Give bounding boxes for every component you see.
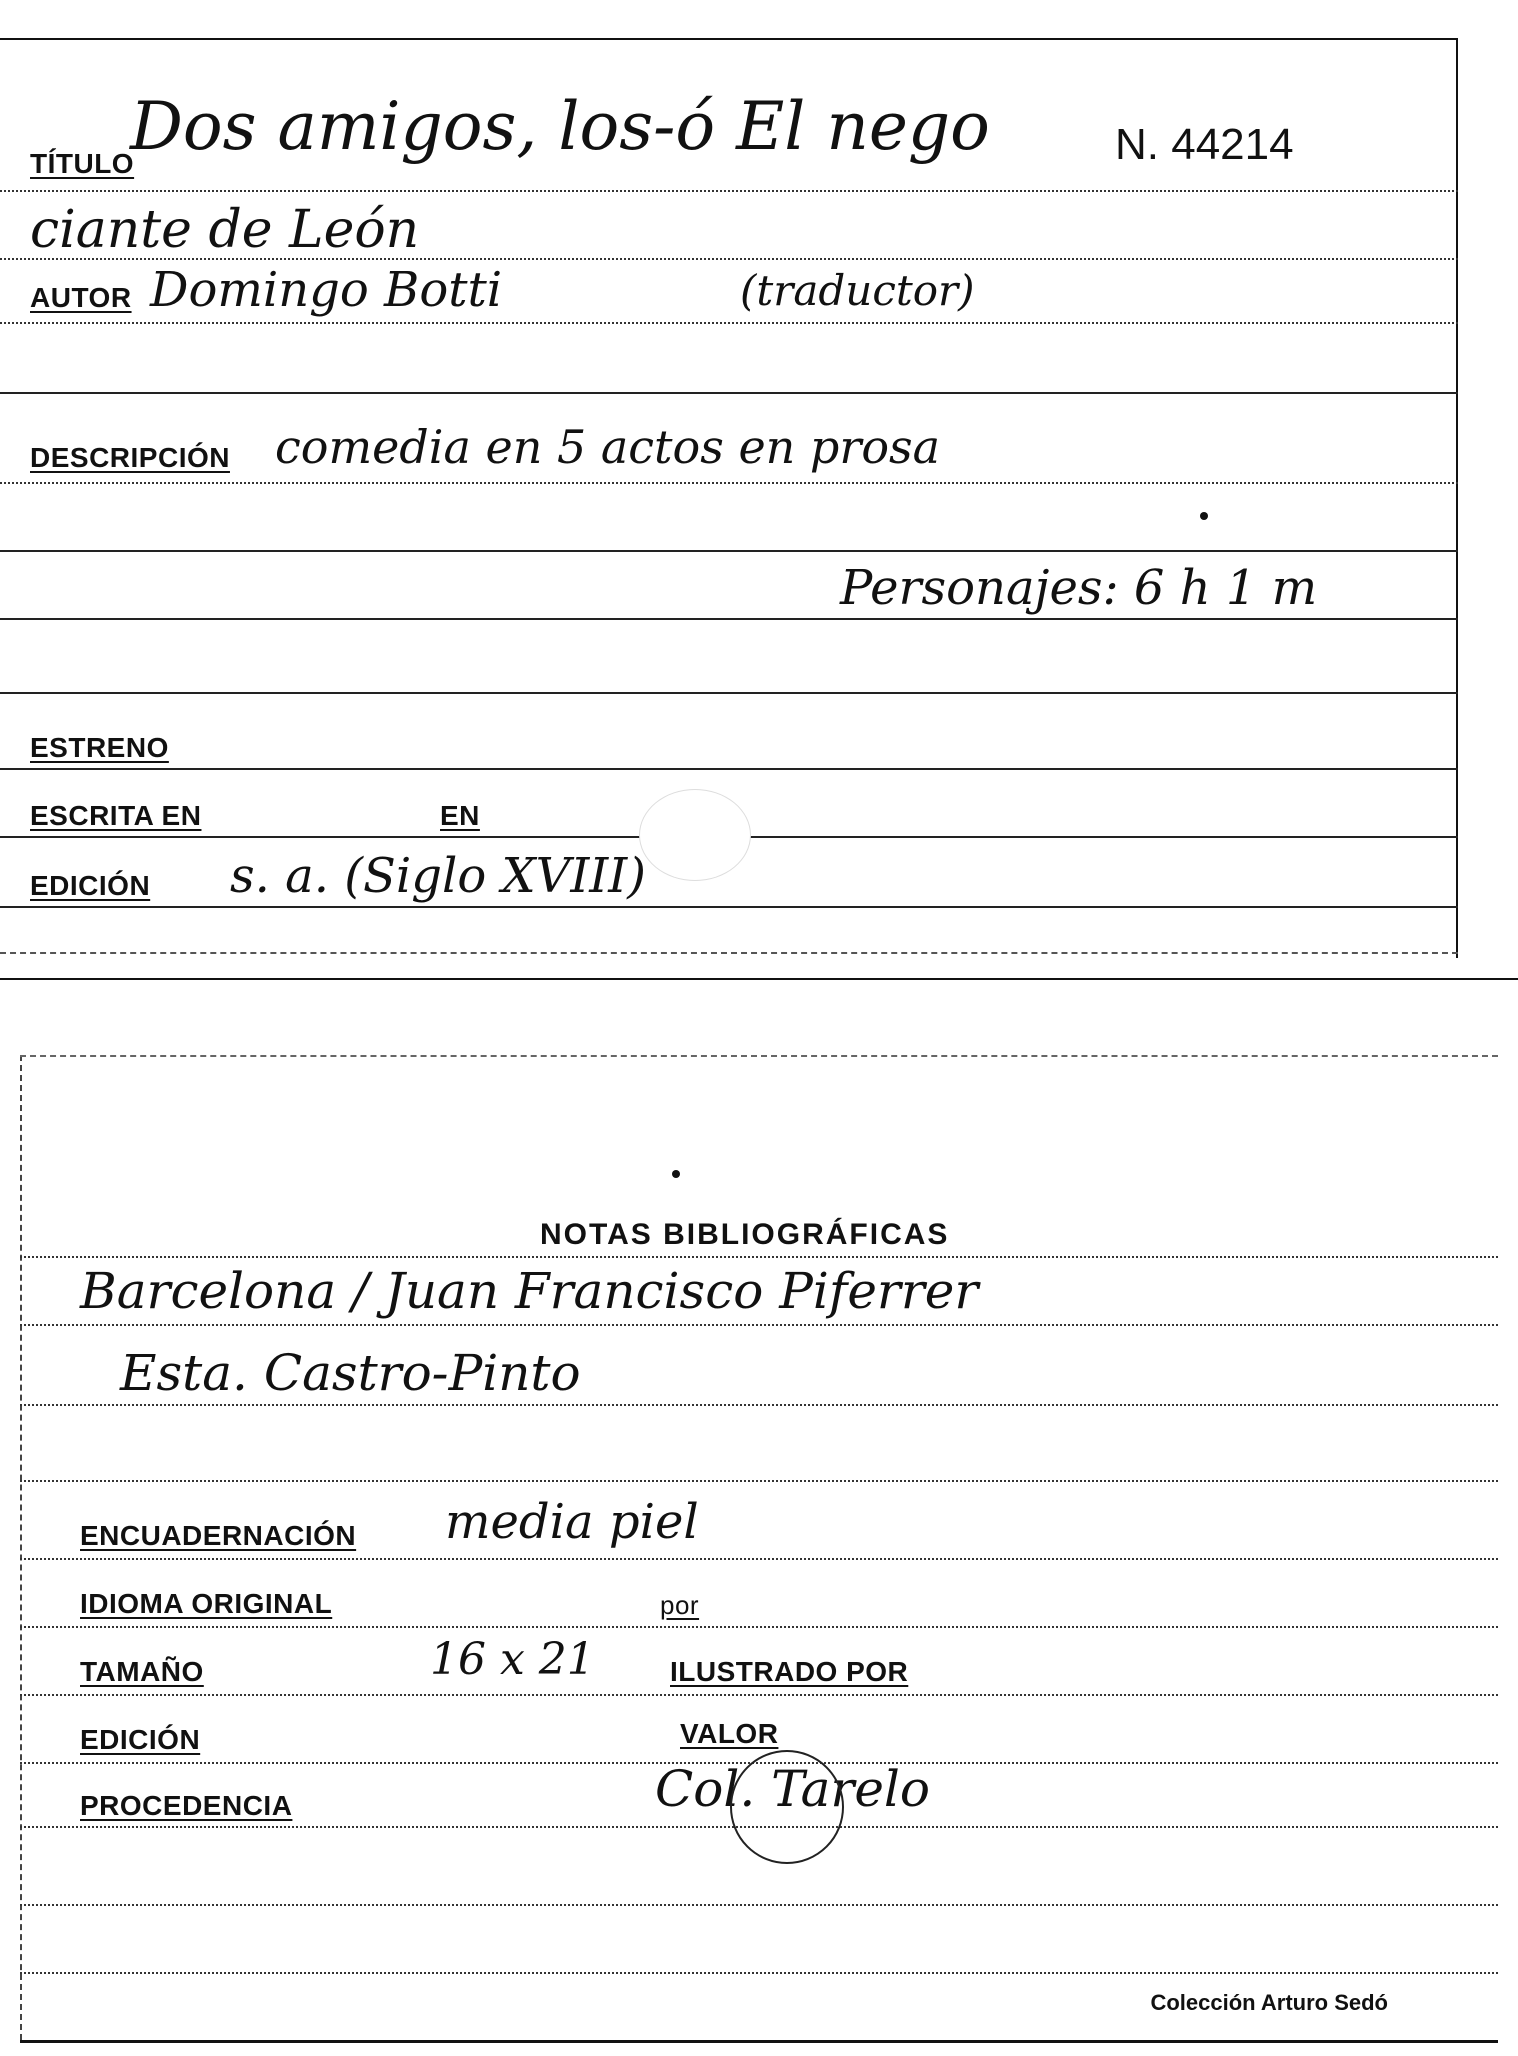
notas-line2: Esta. Castro-Pinto [120, 1344, 581, 1402]
rule-notas-2 [20, 1404, 1498, 1406]
card-right-edge [1456, 38, 1458, 958]
rule-notas [20, 1256, 1498, 1258]
rule-personajes [0, 618, 1458, 620]
tamano-value: 16 x 21 [430, 1634, 595, 1685]
tamano-label: TAMAÑO [80, 1656, 204, 1687]
rule-blank-bottom-1 [20, 1904, 1498, 1906]
rule-idioma [20, 1626, 1498, 1628]
top-catalog-card [0, 0, 1518, 985]
procedencia-value: Col. Tarelo [655, 1760, 930, 1818]
bottom-card-bottom-edge [20, 2040, 1498, 2043]
titulo-line2: ciante de León [30, 200, 420, 260]
punch-hole-bottom [730, 1750, 844, 1864]
rule-blank-bottom-2 [20, 1972, 1498, 1974]
rule-notas-1 [20, 1324, 1498, 1326]
ink-dot-bottom [672, 1170, 680, 1178]
card-separator [0, 978, 1518, 980]
rule-blank-1 [0, 392, 1458, 394]
notas-heading: NOTAS BIBLIOGRÁFICAS [540, 1218, 950, 1251]
ilustrado-label: ILUSTRADO POR [670, 1656, 909, 1687]
rule-descripcion [0, 482, 1458, 484]
autor-role: (traductor) [740, 266, 975, 315]
rule-notas-3 [20, 1480, 1498, 1482]
rule-encuadernacion [20, 1558, 1498, 1560]
autor-value: Domingo Botti [150, 262, 503, 318]
titulo-line1: Dos amigos, los-ó El nego [130, 88, 990, 165]
procedencia-label: PROCEDENCIA [80, 1790, 293, 1821]
personajes-note: Personajes: 6 h 1 m [840, 560, 1318, 616]
card-top-edge [0, 38, 1458, 40]
punch-hole [640, 790, 750, 880]
rule-blank-2 [0, 550, 1458, 552]
bottom-card-left-edge [20, 1055, 22, 2040]
ink-dot [1200, 512, 1208, 520]
notas-line1: Barcelona / Juan Francisco Piferrer [80, 1262, 979, 1320]
rule-autor [0, 322, 1458, 324]
idioma-label: IDIOMA ORIGINAL [80, 1588, 333, 1619]
titulo-label: TÍTULO [30, 148, 135, 179]
rule-blank-3 [0, 692, 1458, 694]
en-label: EN [440, 800, 480, 831]
rule-card-bottom [0, 952, 1458, 954]
autor-label: AUTOR [30, 282, 132, 313]
collection-stamp: Colección Arturo Sedó [1150, 1990, 1388, 2015]
valor-label: VALOR [680, 1718, 779, 1749]
descripcion-value: comedia en 5 actos en prosa [275, 420, 941, 474]
rule-titulo-2 [0, 258, 1458, 260]
descripcion-label: DESCRIPCIÓN [30, 442, 230, 473]
encuadernacion-label: ENCUADERNACIÓN [80, 1520, 357, 1551]
encuadernacion-value: media piel [445, 1494, 699, 1550]
rule-estreno [0, 768, 1458, 770]
rule-edicion [0, 906, 1458, 908]
rule-titulo [0, 190, 1458, 192]
edicion-value: s. a. (Siglo XVIII) [230, 848, 646, 904]
por-label: por [660, 1590, 700, 1620]
edicion-label: EDICIÓN [30, 870, 151, 901]
rule-tamano [20, 1694, 1498, 1696]
estreno-label: ESTRENO [30, 732, 169, 763]
bottom-card-top-edge [20, 1055, 1498, 1057]
catalog-number: N. 44214 [1115, 120, 1294, 169]
edicion-label-bottom: EDICIÓN [80, 1724, 201, 1755]
escrita-label: ESCRITA EN [30, 800, 202, 831]
